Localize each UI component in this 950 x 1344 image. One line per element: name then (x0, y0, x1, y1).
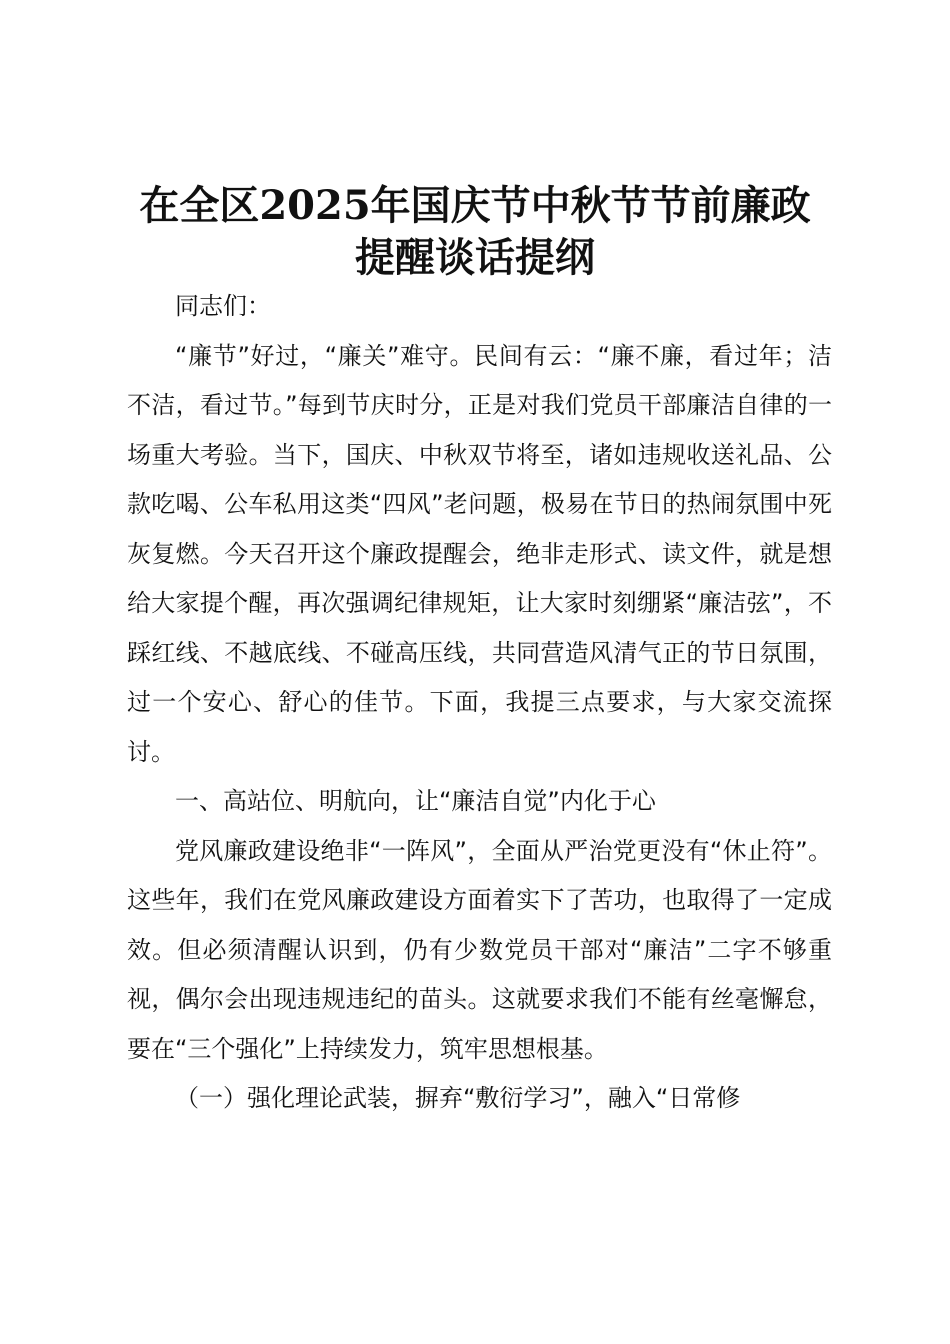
document-title-line-1: 在全区2025年国庆节中秋节节前廉政 (139, 182, 811, 229)
document-title-line-2: 提醒谈话提纲 (355, 234, 595, 281)
subsection-heading-1: （一）强化理论武装，摒弃“敷衍学习”，融入“日常修 (175, 1084, 741, 1112)
salutation: 同志们： (175, 292, 271, 320)
section-heading-1: 一、高站位、明航向，让“廉洁自觉”内化于心 (175, 787, 656, 815)
intro-paragraph: “廉节”好过，“廉关”难守。民间有云：“廉不廉，看过年；洁不洁，看过节。”每到节庆时分，正是对我们党员干部廉洁自律的一场重大考验。当下，国庆、中秋双节将至，诸如违规收送礼品、公款吃喝、公车私用这类“四风”老问题，极易在节日的热闹氛围中死灰复燃。今天召开这个廉政提醒会，绝非走形式、读文件，就是想给大家提个醒，再次强调纪律规矩，让大家时刻绷紧“廉洁弦”，不踩红线、不越底线、不碰高压线，共同营造风清气正的节日氛围，过一个安心、舒心的佳节。下面，我提三点要求，与大家交流探讨。 (127, 341, 832, 766)
section-1-paragraph: 党风廉政建设绝非“一阵风”，全面从严治党更没有“休止符”。这些年，我们在党风廉政建设方面着实下了苦功，也取得了一定成效。但必须清醒认识到，仍有少数党员干部对“廉洁”二字不够重视，偶尔会出现违规违纪的苗头。这就要求我们不能有丝毫懈怠，要在“三个强化”上持续发力，筑牢思想根基。 (127, 836, 832, 1063)
document-body (127, 282, 832, 1124)
